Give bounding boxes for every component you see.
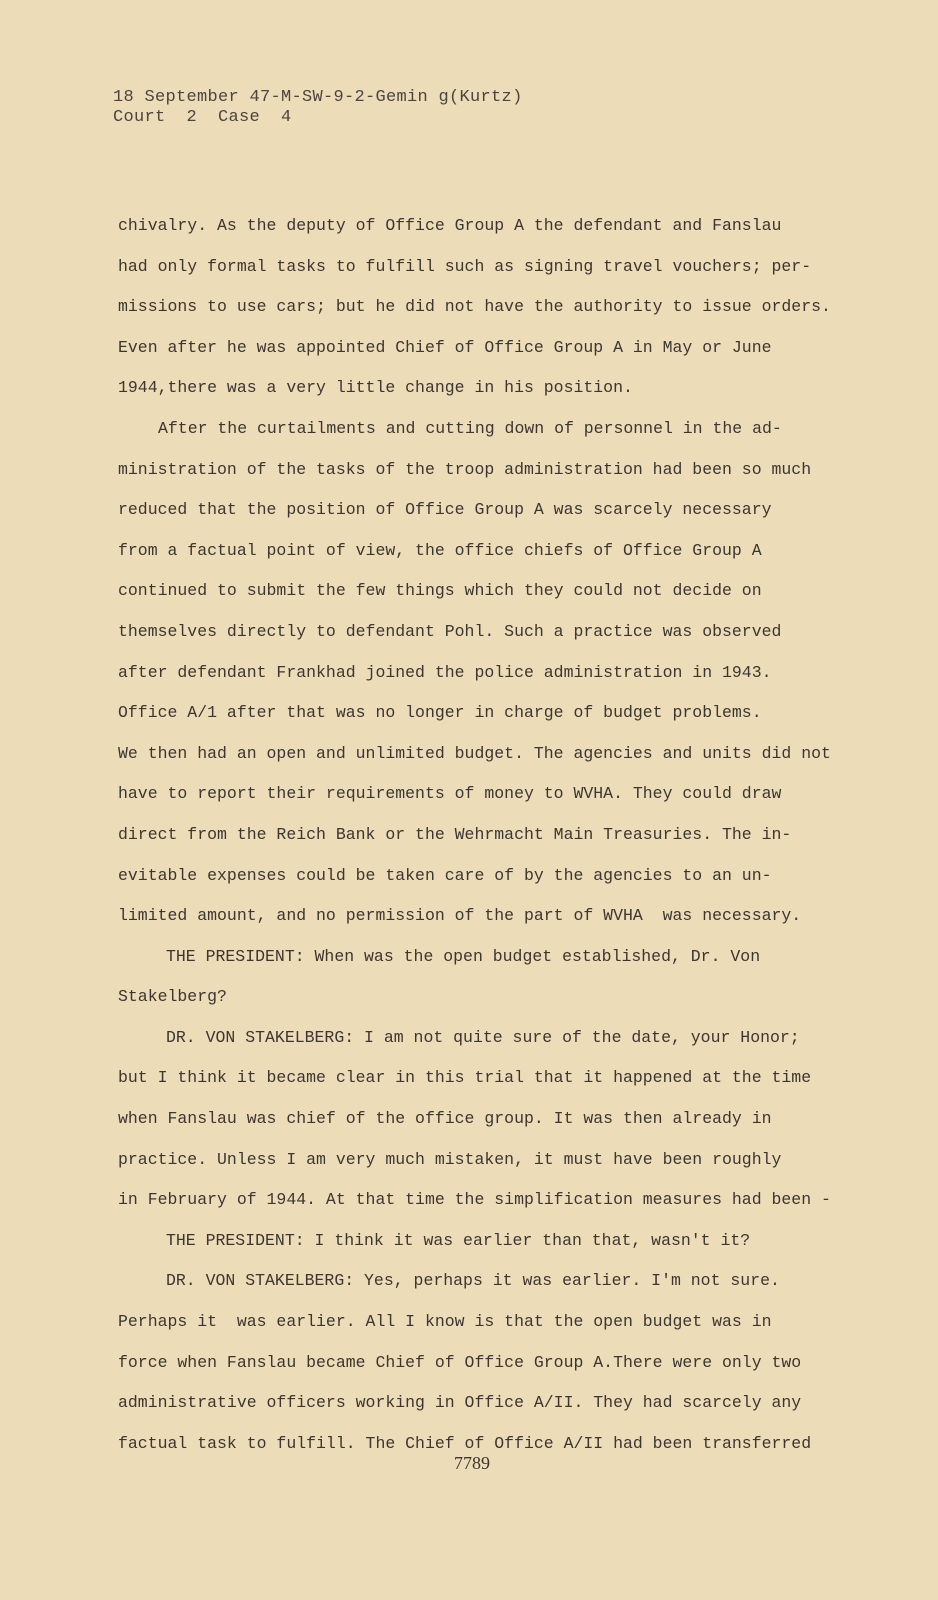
text-line: After the curtailments and cutting down of personnel in the ad- (158, 418, 782, 438)
document-header (113, 88, 523, 128)
text-line: practice. Unless I am very much mistaken, it must have been roughly (118, 1149, 782, 1169)
page-number: 7789 (454, 1453, 490, 1473)
text-line: direct from the Reich Bank or the Wehrmacht Main Treasuries. The in- (118, 824, 792, 844)
text-line: Stakelberg? (118, 987, 227, 1007)
text-line: had only formal tasks to fulfill such as signing travel vouchers; per- (118, 256, 812, 276)
speaker-line: DR. VON STAKELBERG: Yes, perhaps it was earlier. I'm not sure. (166, 1271, 780, 1291)
text-line: Office A/1 after that was no longer in charge of budget problems. (118, 703, 762, 723)
text-line: force when Fanslau became Chief of Office Group A.There were only two (118, 1352, 802, 1372)
text-line: after defendant Frankhad joined the police administration in 1943. (118, 662, 772, 682)
text-line: continued to submit the few things which they could not decide on (118, 581, 762, 601)
text-line: from a factual point of view, the office chiefs of Office Group A (118, 540, 762, 560)
text-line: have to report their requirements of money to WVHA. They could draw (118, 784, 782, 804)
header-date-line: 18 September 47-M-SW-9-2-Gemin g(Kurtz) (113, 88, 523, 107)
text-line: but I think it became clear in this trial that it happened at the time (118, 1068, 812, 1088)
text-line: in February of 1944. At that time the simplification measures had been - (118, 1190, 831, 1210)
text-line: themselves directly to defendant Pohl. Such a practice was observed (118, 621, 782, 641)
text-line: Even after he was appointed Chief of Office Group A in May or June (118, 337, 772, 357)
text-line: limited amount, and no permission of the part of WVHA was necessary. (118, 906, 802, 926)
header-court-line: Court 2 Case 4 (113, 108, 292, 127)
speaker-line: DR. VON STAKELBERG: I am not quite sure of the date, your Honor; (166, 1027, 800, 1047)
text-line: ministration of the tasks of the troop administration had been so much (118, 459, 812, 479)
text-line: evitable expenses could be taken care of by the agencies to an un- (118, 865, 772, 885)
text-line: reduced that the position of Office Group A was scarcely necessary (118, 500, 772, 520)
text-line: missions to use cars; but he did not have the authority to issue orders. (118, 297, 831, 317)
speaker-line: THE PRESIDENT: When was the open budget established, Dr. Von (166, 946, 761, 966)
text-line: 1944,there was a very little change in his position. (118, 378, 633, 398)
text-line: factual task to fulfill. The Chief of Office A/II had been transferred (118, 1433, 812, 1453)
text-line: administrative officers working in Office A/II. They had scarcely any (118, 1393, 802, 1413)
transcript-body (118, 206, 858, 1464)
text-line: Perhaps it was earlier. All I know is that the open budget was in (118, 1312, 772, 1332)
text-line: We then had an open and unlimited budget. The agencies and units did not (118, 743, 831, 763)
speaker-line: THE PRESIDENT: I think it was earlier than that, wasn't it? (166, 1230, 751, 1250)
text-line: when Fanslau was chief of the office group. It was then already in (118, 1109, 772, 1129)
text-line: chivalry. As the deputy of Office Group A the defendant and Fanslau (118, 216, 782, 235)
